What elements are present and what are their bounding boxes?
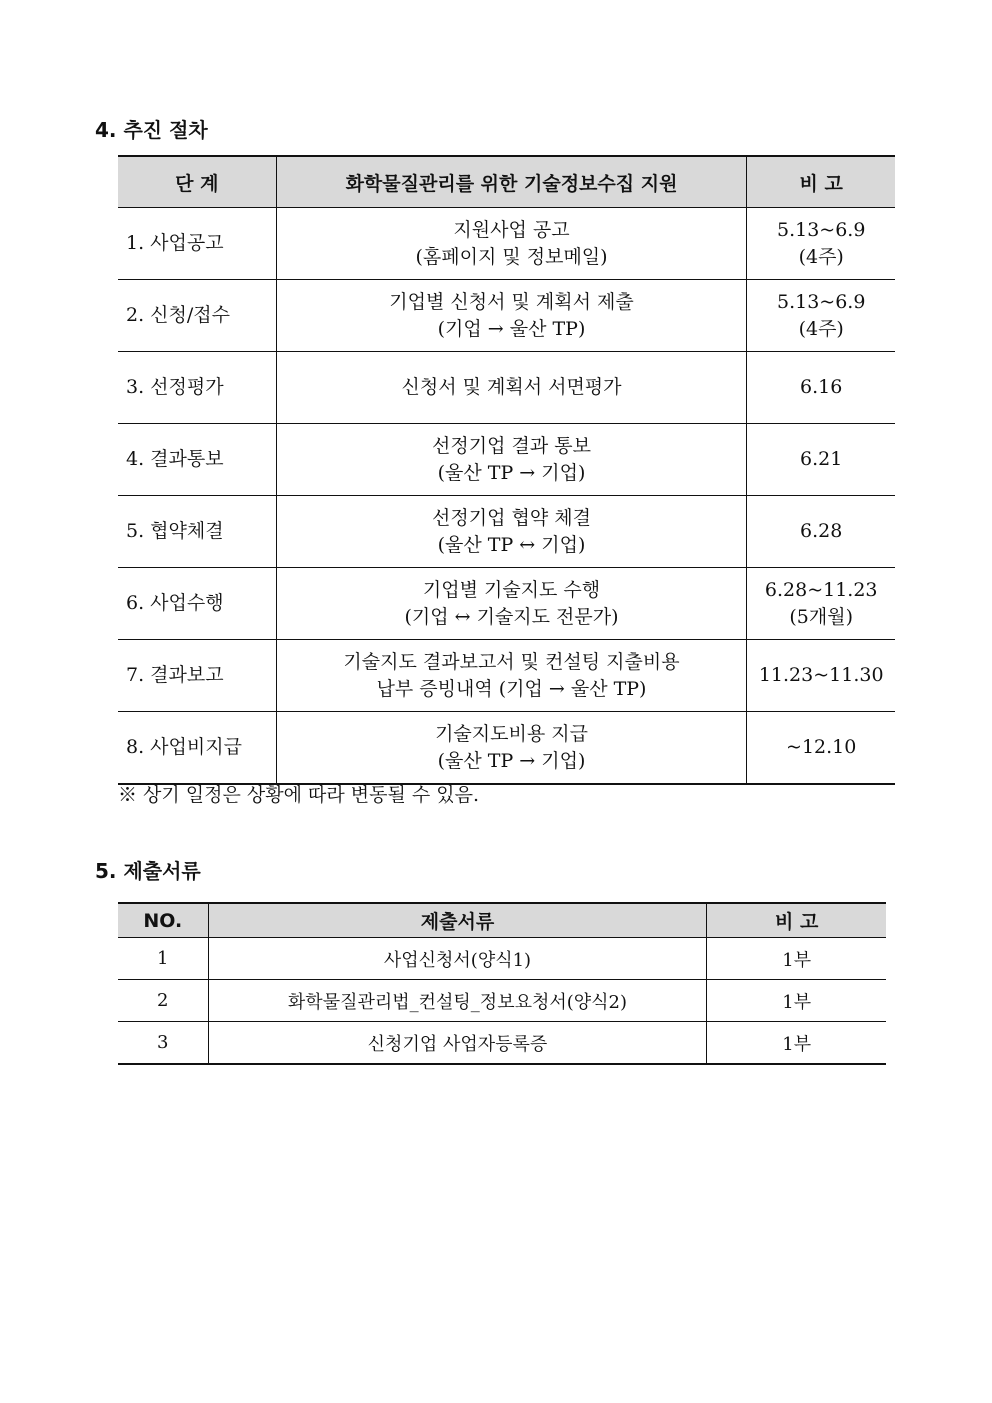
remarks-line: 11.23~11.30: [758, 664, 884, 686]
procedure-table: [118, 155, 895, 785]
remarks-cell: [747, 424, 895, 496]
document-cell: 사업신청서(양식1): [208, 938, 707, 980]
description-line: (기업 ↔ 기술지도 전문가): [404, 605, 619, 628]
description-line: 선정기업 협약 체결: [432, 506, 591, 529]
step-cell: 8. 사업비지급: [118, 712, 276, 785]
number-cell: 1: [118, 938, 208, 980]
remarks-cell: [747, 352, 895, 424]
description-cell: [276, 352, 747, 424]
table-row: [118, 1022, 886, 1065]
table-row: [118, 352, 895, 424]
remarks-line: 6.28: [800, 520, 843, 542]
table-row: [118, 280, 895, 352]
step-cell: 6. 사업수행: [118, 568, 276, 640]
remarks-line: 6.21: [800, 448, 843, 470]
description-line: 지원사업 공고: [453, 218, 570, 241]
number-cell: 3: [118, 1022, 208, 1065]
description-line: 기술지도 결과보고서 및 컨설팅 지출비용: [343, 650, 680, 673]
table-row: [118, 938, 886, 980]
table-row: [118, 980, 886, 1022]
table-row: [118, 712, 895, 785]
description-line: 기업별 신청서 및 계획서 제출: [389, 290, 634, 313]
document-cell: 화학물질관리법_컨설팅_정보요청서(양식2): [208, 980, 707, 1022]
remarks-line: 6.28~11.23: [764, 578, 878, 601]
remarks-cell: [747, 496, 895, 568]
description-cell: [276, 640, 747, 712]
document-cell: 신청기업 사업자등록증: [208, 1022, 707, 1065]
table-row: [118, 568, 895, 640]
description-cell: [276, 280, 747, 352]
table-row: [118, 208, 895, 280]
description-cell: [276, 424, 747, 496]
column-header-step: 단 계: [118, 156, 276, 208]
description-line: (기업 → 울산 TP): [437, 317, 586, 340]
table-row: [118, 640, 895, 712]
description-line: 기술지도비용 지급: [435, 722, 588, 745]
column-header-remarks: 비 고: [707, 903, 886, 938]
remarks-cell: 1부: [707, 980, 886, 1022]
description-cell: [276, 496, 747, 568]
remarks-line: 5.13~6.9: [776, 290, 866, 313]
column-header-document: 제출서류: [208, 903, 707, 938]
description-cell: [276, 208, 747, 280]
remarks-cell: [747, 568, 895, 640]
remarks-line: 5.13~6.9: [776, 218, 866, 241]
step-cell: 5. 협약체결: [118, 496, 276, 568]
step-cell: 1. 사업공고: [118, 208, 276, 280]
documents-table: [118, 902, 886, 1065]
remarks-cell: [747, 640, 895, 712]
description-line: (울산 TP ↔ 기업): [437, 533, 586, 556]
remarks-cell: 1부: [707, 938, 886, 980]
description-line: (울산 TP → 기업): [437, 749, 586, 772]
section-heading-procedure: 4. 추진 절차: [95, 118, 208, 142]
remarks-cell: 1부: [707, 1022, 886, 1065]
description-cell: [276, 568, 747, 640]
remarks-line: (4주): [798, 317, 844, 340]
number-cell: 2: [118, 980, 208, 1022]
remarks-cell: [747, 280, 895, 352]
description-cell: [276, 712, 747, 785]
step-cell: 4. 결과통보: [118, 424, 276, 496]
section-heading-documents: 5. 제출서류: [95, 859, 201, 883]
description-line: (홈페이지 및 정보메일): [415, 245, 608, 268]
remarks-line: ~12.10: [786, 736, 857, 758]
description-line: 기업별 기술지도 수행: [422, 578, 601, 601]
remarks-line: 6.16: [800, 376, 843, 398]
description-line: 신청서 및 계획서 서면평가: [401, 376, 622, 398]
column-header-no: NO.: [118, 903, 208, 938]
column-header-description: 화학물질관리를 위한 기술정보수집 지원: [276, 156, 747, 208]
description-line: 선정기업 결과 통보: [432, 434, 591, 457]
remarks-cell: [747, 712, 895, 785]
step-cell: 7. 결과보고: [118, 640, 276, 712]
remarks-line: (4주): [798, 245, 844, 268]
step-cell: 3. 선정평가: [118, 352, 276, 424]
table-row: [118, 424, 895, 496]
table-row: [118, 496, 895, 568]
description-line: 납부 증빙내역 (기업 → 울산 TP): [376, 677, 647, 700]
column-header-remarks: 비 고: [747, 156, 895, 208]
remarks-cell: [747, 208, 895, 280]
description-line: (울산 TP → 기업): [437, 461, 586, 484]
schedule-footnote: ※ 상기 일정은 상황에 따라 변동될 수 있음.: [118, 784, 479, 806]
remarks-line: (5개월): [789, 605, 854, 628]
step-cell: 2. 신청/접수: [118, 280, 276, 352]
